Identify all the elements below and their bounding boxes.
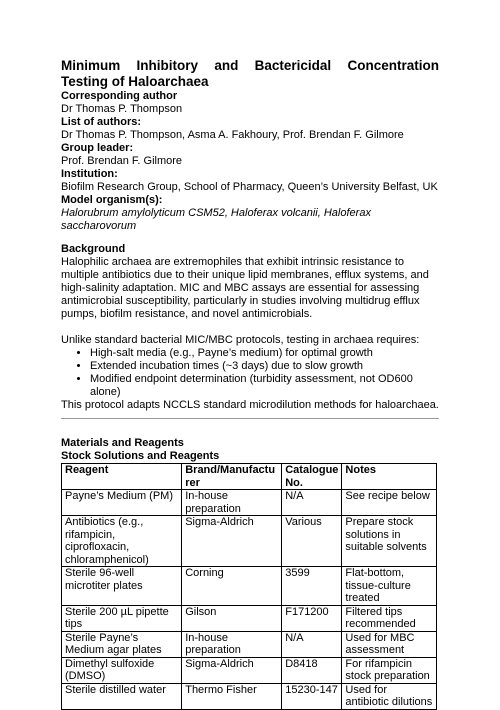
- institution-label: Institution:: [61, 168, 118, 180]
- table-cell: In-house preparation: [182, 631, 282, 657]
- authors-label: List of authors:: [61, 116, 142, 128]
- table-cell: Used for antibiotic dilutions: [342, 683, 437, 709]
- stock-solutions-heading: Stock Solutions and Reagents: [61, 450, 220, 462]
- corresponding-author-value: Dr Thomas P. Thompson: [61, 103, 183, 115]
- table-row: [62, 516, 437, 567]
- table-row: [62, 683, 437, 709]
- table-header-row: [62, 464, 437, 490]
- meta-block: [61, 90, 439, 233]
- column-header-catalogue: Catalogue No.: [282, 464, 342, 490]
- table-cell: Gilson: [182, 605, 282, 631]
- column-header-notes: Notes: [342, 464, 437, 490]
- institution-value: Biofilm Research Group, School of Pharmacy, Queen’s University Belfast, UK: [61, 181, 438, 193]
- list-item: • Extended incubation times (~3 days) due to slow growth: [90, 360, 439, 373]
- table-cell: Payne’s Medium (PM): [62, 490, 182, 516]
- list-item: • Modified endpoint determination (turbidity assessment, not OD600 alone): [90, 373, 439, 399]
- table-row: [62, 567, 437, 606]
- group-leader-value: Prof. Brendan F. Gilmore: [61, 155, 183, 167]
- table-cell: Dimethyl sulfoxide (DMSO): [62, 657, 182, 683]
- group-leader-label: Group leader:: [61, 142, 134, 154]
- table-cell: Filtered tips recommended: [342, 605, 437, 631]
- table-row: [62, 657, 437, 683]
- background-paragraph-1: Halophilic archaea are extremophiles that exhibit intrinsic resistance to multiple antibiotics due to their unique lipid membranes, efflux systems, and high-salinity adaptation. MIC and MBC assays are essential for assessing antimicrobial susceptibility, particularly in studies involving multidrug efflux pumps, biofilm resistance, and novel antimicrobials.: [61, 256, 429, 320]
- table-cell: Sterile 96-well microtiter plates: [62, 567, 182, 606]
- materials-heading: Materials and Reagents: [61, 437, 184, 449]
- table-cell: See recipe below: [342, 490, 437, 516]
- requirements-list: [61, 347, 439, 399]
- table-cell: Sterile distilled water: [62, 683, 182, 709]
- table-cell: For rifampicin stock preparation: [342, 657, 437, 683]
- table-cell: N/A: [282, 490, 342, 516]
- table-cell: Sigma-Aldrich: [182, 516, 282, 567]
- table-cell: Corning: [182, 567, 282, 606]
- document-page: [61, 58, 439, 710]
- table-cell: In-house preparation: [182, 490, 282, 516]
- background-paragraph-3: This protocol adapts NCCLS standard microdilution methods for haloarchaea.: [61, 399, 439, 411]
- model-organisms-value: Halorubrum amylolyticum CSM52, Haloferax volcanii, Haloferax saccharovorum: [61, 207, 371, 232]
- table-cell: D8418: [282, 657, 342, 683]
- table-cell: N/A: [282, 631, 342, 657]
- corresponding-author-label: Corresponding author: [61, 90, 178, 102]
- table-row: [62, 605, 437, 631]
- table-cell: Flat-bottom, tissue-culture treated: [342, 567, 437, 606]
- background-heading: Background: [61, 243, 126, 255]
- column-header-brand: Brand/Manufacturer: [182, 464, 282, 490]
- authors-value: Dr Thomas P. Thompson, Asma A. Fakhoury, Prof. Brendan F. Gilmore: [61, 129, 404, 141]
- table-cell: Used for MBC assessment: [342, 631, 437, 657]
- table-cell: Sterile 200 µL pipette tips: [62, 605, 182, 631]
- table-cell: Sterile Payne’s Medium agar plates: [62, 631, 182, 657]
- table-row: [62, 490, 437, 516]
- table-cell: Prepare stock solutions in suitable solvents: [342, 516, 437, 567]
- document-title: Minimum Inhibitory and Bactericidal Concentration Testing of Haloarchaea: [61, 58, 439, 89]
- table-row: [62, 631, 437, 657]
- table-cell: Thermo Fisher: [182, 683, 282, 709]
- table-cell: Sigma-Aldrich: [182, 657, 282, 683]
- list-item: • High-salt media (e.g., Payne’s medium) for optimal growth: [90, 347, 439, 360]
- model-organisms-label: Model organism(s):: [61, 194, 163, 206]
- column-header-reagent: Reagent: [62, 464, 182, 490]
- table-cell: 15230-147: [282, 683, 342, 709]
- reagents-table: [61, 463, 437, 710]
- table-cell: F171200: [282, 605, 342, 631]
- table-cell: 3599: [282, 567, 342, 606]
- background-paragraph-2: Unlike standard bacterial MIC/MBC protocols, testing in archaea requires:: [61, 334, 420, 346]
- table-cell: Various: [282, 516, 342, 567]
- table-cell: Antibiotics (e.g., rifampicin, ciprofloxacin, chloramphenicol): [62, 516, 182, 567]
